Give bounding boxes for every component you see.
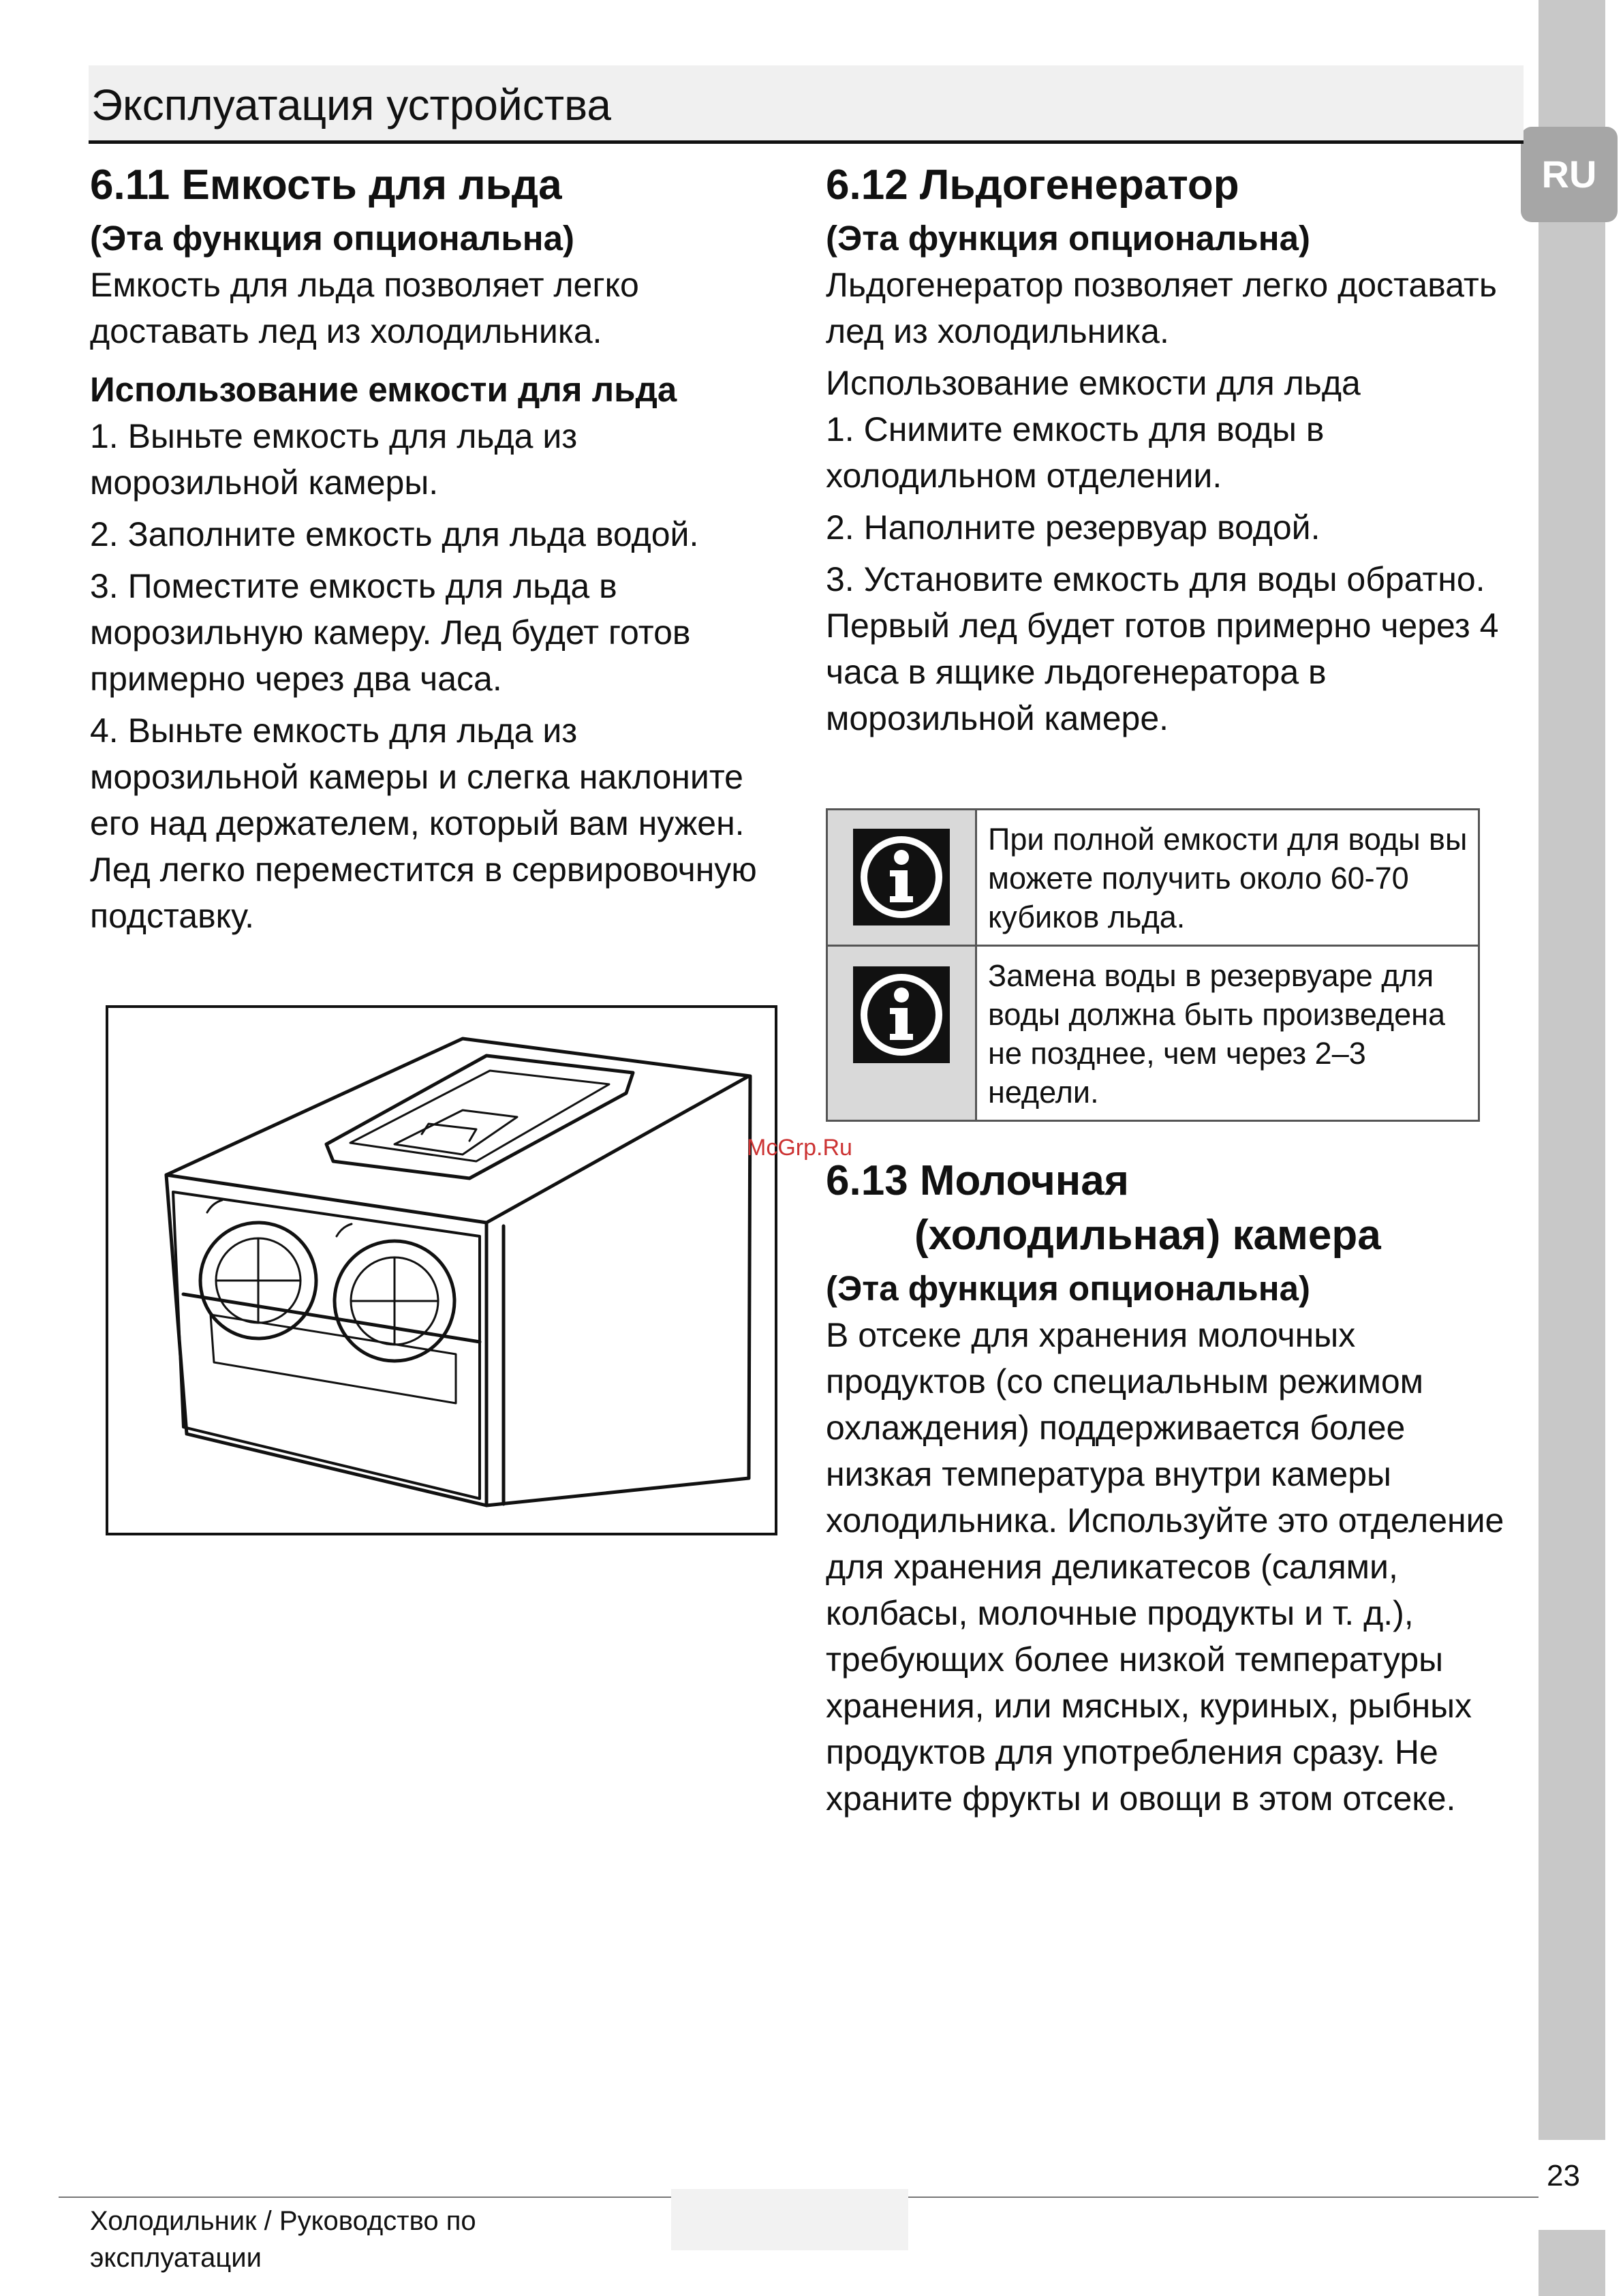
info-icon [850, 826, 953, 928]
info-icon [850, 964, 953, 1066]
body-paragraph: В отсеке для хранения молочных продуктов (со специальным режимом охлаждения) поддерживается более низкая температура внутри камеры холодильника. Используйте это отделение для хранения деликатесов (салями, колбасы, молочные продукты и т. д.), требующих более низкой температуры хранения, или мясных, куриных, рыбных продуктов для употребления сразу. Не храните фрукты и овощи в этом отсеке. [826, 1316, 1504, 1818]
optional-note: (Эта функция опциональна) [826, 219, 1310, 258]
footer-line1: Холодильник / Руководство по [90, 2206, 476, 2236]
step-item: 2. Наполните резервуар водой. [826, 508, 1320, 547]
info-note-text: Замена воды в резервуаре для воды должна быть произведена не позднее, чем через 2–3 недели. [976, 946, 1479, 1121]
info-note-text: При полной емкости для воды вы можете получить около 60-70 кубиков льда. [976, 810, 1479, 946]
section-ice-maker [826, 158, 1507, 741]
step-item: 2. Заполните емкость для льда водой. [90, 515, 699, 553]
language-tab: RU [1521, 127, 1618, 222]
intro-paragraph: Емкость для льда позволяет легко доставать лед из холодильника. [90, 266, 639, 350]
section-title-line1: 6.13 Молочная [826, 1157, 1129, 1204]
page-header [89, 65, 1524, 144]
step-item: 3. Установите емкость для воды обратно. Первый лед будет готов примерно через 4 часа в ящике льдогенератора в морозильной камере. [826, 560, 1499, 737]
section-ice-container [90, 158, 785, 939]
footer-text [90, 2203, 476, 2276]
ice-container-illustration [106, 1005, 777, 1535]
intro-paragraph: Льдогенератор позволяет легко доставать лед из холодильника. [826, 266, 1497, 350]
ice-container-drawing [108, 1008, 775, 1533]
info-note-row [827, 810, 1479, 946]
optional-note: (Эта функция опциональна) [826, 1269, 1310, 1308]
step-item: 1. Снимите емкость для воды в холодильном отделении. [826, 410, 1325, 495]
page-number: 23 [1547, 2159, 1580, 2192]
side-bar [1539, 0, 1605, 2140]
step-item: 4. Выньте емкость для льда из морозильной камеры и слегка наклоните его над держателем, который вам нужен. Лед легко переместится в сервировочную подставку. [90, 711, 757, 935]
info-icon-cell [827, 946, 976, 1121]
page-title: Эксплуатация устройства [91, 80, 611, 129]
optional-note: (Эта функция опциональна) [90, 219, 574, 258]
section-title: 6.12 Льдогенератор [826, 162, 1239, 209]
section-dairy-chamber [826, 1154, 1507, 1822]
info-notes-table [826, 808, 1480, 1122]
footer-line2: эксплуатации [90, 2243, 262, 2273]
usage-heading: Использование емкости для льда [90, 370, 677, 409]
info-note-row [827, 946, 1479, 1121]
section-title-line2: (холодильная) камера [914, 1212, 1381, 1259]
watermark: McGrp.Ru [747, 1135, 852, 1161]
step-item: 1. Выньте емкость для льда из морозильной камеры. [90, 417, 578, 502]
footer-box [671, 2189, 908, 2250]
info-icon-cell [827, 810, 976, 946]
section-title: 6.11 Емкость для льда [90, 162, 562, 209]
step-item: 3. Поместите емкость для льда в морозильную камеру. Лед будет готов примерно через два часа. [90, 567, 691, 698]
side-bar-bottom [1539, 2230, 1605, 2296]
usage-heading: Использование емкости для льда [826, 364, 1361, 402]
